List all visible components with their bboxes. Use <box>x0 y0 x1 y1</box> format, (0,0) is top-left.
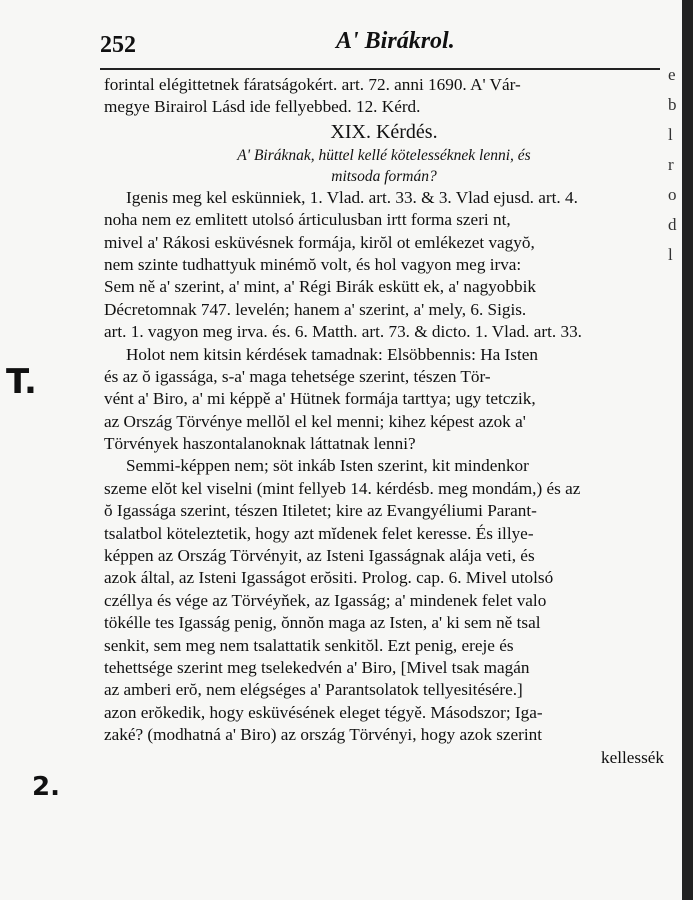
text-line: Semmi-képpen nem; söt inkáb Isten szerint, kit mindenkor <box>126 456 529 476</box>
section-subtitle: mitsoda formán? <box>331 167 437 185</box>
margin-note-mark: 2. <box>32 772 60 802</box>
running-title: A' Birákrol. <box>336 28 455 54</box>
text-line: azon erŏkedik, hogy esküvésének eleget tégyě. Másodszor; Iga- <box>104 702 543 722</box>
edge-letter: o <box>668 185 677 204</box>
text-line: tehettsége szerint meg tselekedvén a' Biro, [Mivel tsak magán <box>104 657 530 677</box>
text-line: szeme elŏt kel viselni (mint fellyeb 14. kérdésb. meg mondám,) és az <box>104 478 581 498</box>
section-subtitle: A' Biráknak, hüttel kellé kötelesséknek lenni, és <box>237 146 531 164</box>
text-line: noha nem ez emlitett utolsó árticulusban irtt forma szeri nt, <box>104 210 511 230</box>
text-line: tsalatbol köteleztetik, hogy azt mĭdenek felet keresse. És illye- <box>104 523 534 543</box>
text-line: art. 1. vagyon meg irva. és. 6. Matth. art. 73. & dicto. 1. Vlad. art. 33. <box>104 322 582 342</box>
text-line: az Ország Törvénye mellŏl el kel menni; kihez képest azok a' <box>104 411 526 431</box>
text-line: Décretomnak 747. levelén; hanem a' szerint, a' mely, 6. Sigis. <box>104 299 527 319</box>
text-line: megye Birairol Lásd ide fellyebbed. 12. Kérd. <box>104 97 421 117</box>
text-line: czéllya és vége az Törvéyňek, az Igasság; a' mindenek felet valo <box>104 590 547 610</box>
text-line: és az ŏ igassága, s-a' maga tehetsége szerint, tészen Tör- <box>104 366 491 386</box>
text-line: tökélle tes Igasság penig, ŏnnŏn maga az Isten, a' ki sem ně tsal <box>104 613 541 633</box>
edge-letter: e <box>668 65 676 84</box>
edge-letter: l <box>668 245 673 264</box>
text-line: Igenis meg kel eskünniek, 1. Vlad. art. 33. & 3. Vlad ejusd. art. 4. <box>126 187 578 207</box>
text-line: Sem ně a' szerint, a' mint, a' Régi Birák eskütt ek, a' nagyobbik <box>104 277 536 297</box>
text-line: zaké? (modhatná a' Biro) az ország Törvényi, hogy azok szerint <box>104 725 543 745</box>
text-line: azok által, az Isteni Igasságot erŏsiti. Prolog. cap. 6. Mivel utolsó <box>104 568 554 588</box>
section-heading: XIX. Kérdés. <box>330 120 438 143</box>
page-gutter-shadow <box>682 0 693 900</box>
page-number: 252 <box>100 32 136 58</box>
text-line: vént a' Biro, a' mi képpě a' Hütnek formája tarttya; ugy tetczik, <box>104 389 536 409</box>
catchword: kellessék <box>600 747 664 767</box>
body-text <box>104 74 664 769</box>
text-line: Törvények haszontalanoknak láttatnak lenni? <box>104 434 416 454</box>
edge-letter: r <box>668 155 674 174</box>
text-line: Holot nem kitsin kérdések tamadnak: Elsöbbennis: Ha Isten <box>126 344 538 364</box>
edge-letter: b <box>668 95 677 114</box>
edge-letter: d <box>668 215 677 234</box>
text-line: mivel a' Rákosi esküvésnek formája, kirŏl ot emlékezet vagyŏ, <box>104 232 535 252</box>
text-line: forintal elégittetnek fáratságokért. art. 72. anni 1690. A' Vár- <box>104 75 521 94</box>
text-line: nem szinte tudhattyuk minémŏ volt, és hol vagyon meg irva: <box>104 254 522 274</box>
margin-note-mark: T. <box>6 362 37 402</box>
text-line: senkit, sem meg nem tsalattatik senkitŏl. Ezt penig, ereje és <box>104 635 514 655</box>
text-line: az amberi erŏ, nem elégséges a' Parantsolatok tellyesitésére.] <box>104 680 523 700</box>
text-line: képpen az Ország Törvényit, az Isteni Igasságnak alája veti, és <box>104 546 535 566</box>
page-header <box>100 28 660 70</box>
facing-page-edge <box>668 60 682 270</box>
edge-letter: l <box>668 125 673 144</box>
text-line: ŏ Igassága szerint, tészen Itiletet; kire az Evangyéliumi Parant- <box>104 501 537 521</box>
